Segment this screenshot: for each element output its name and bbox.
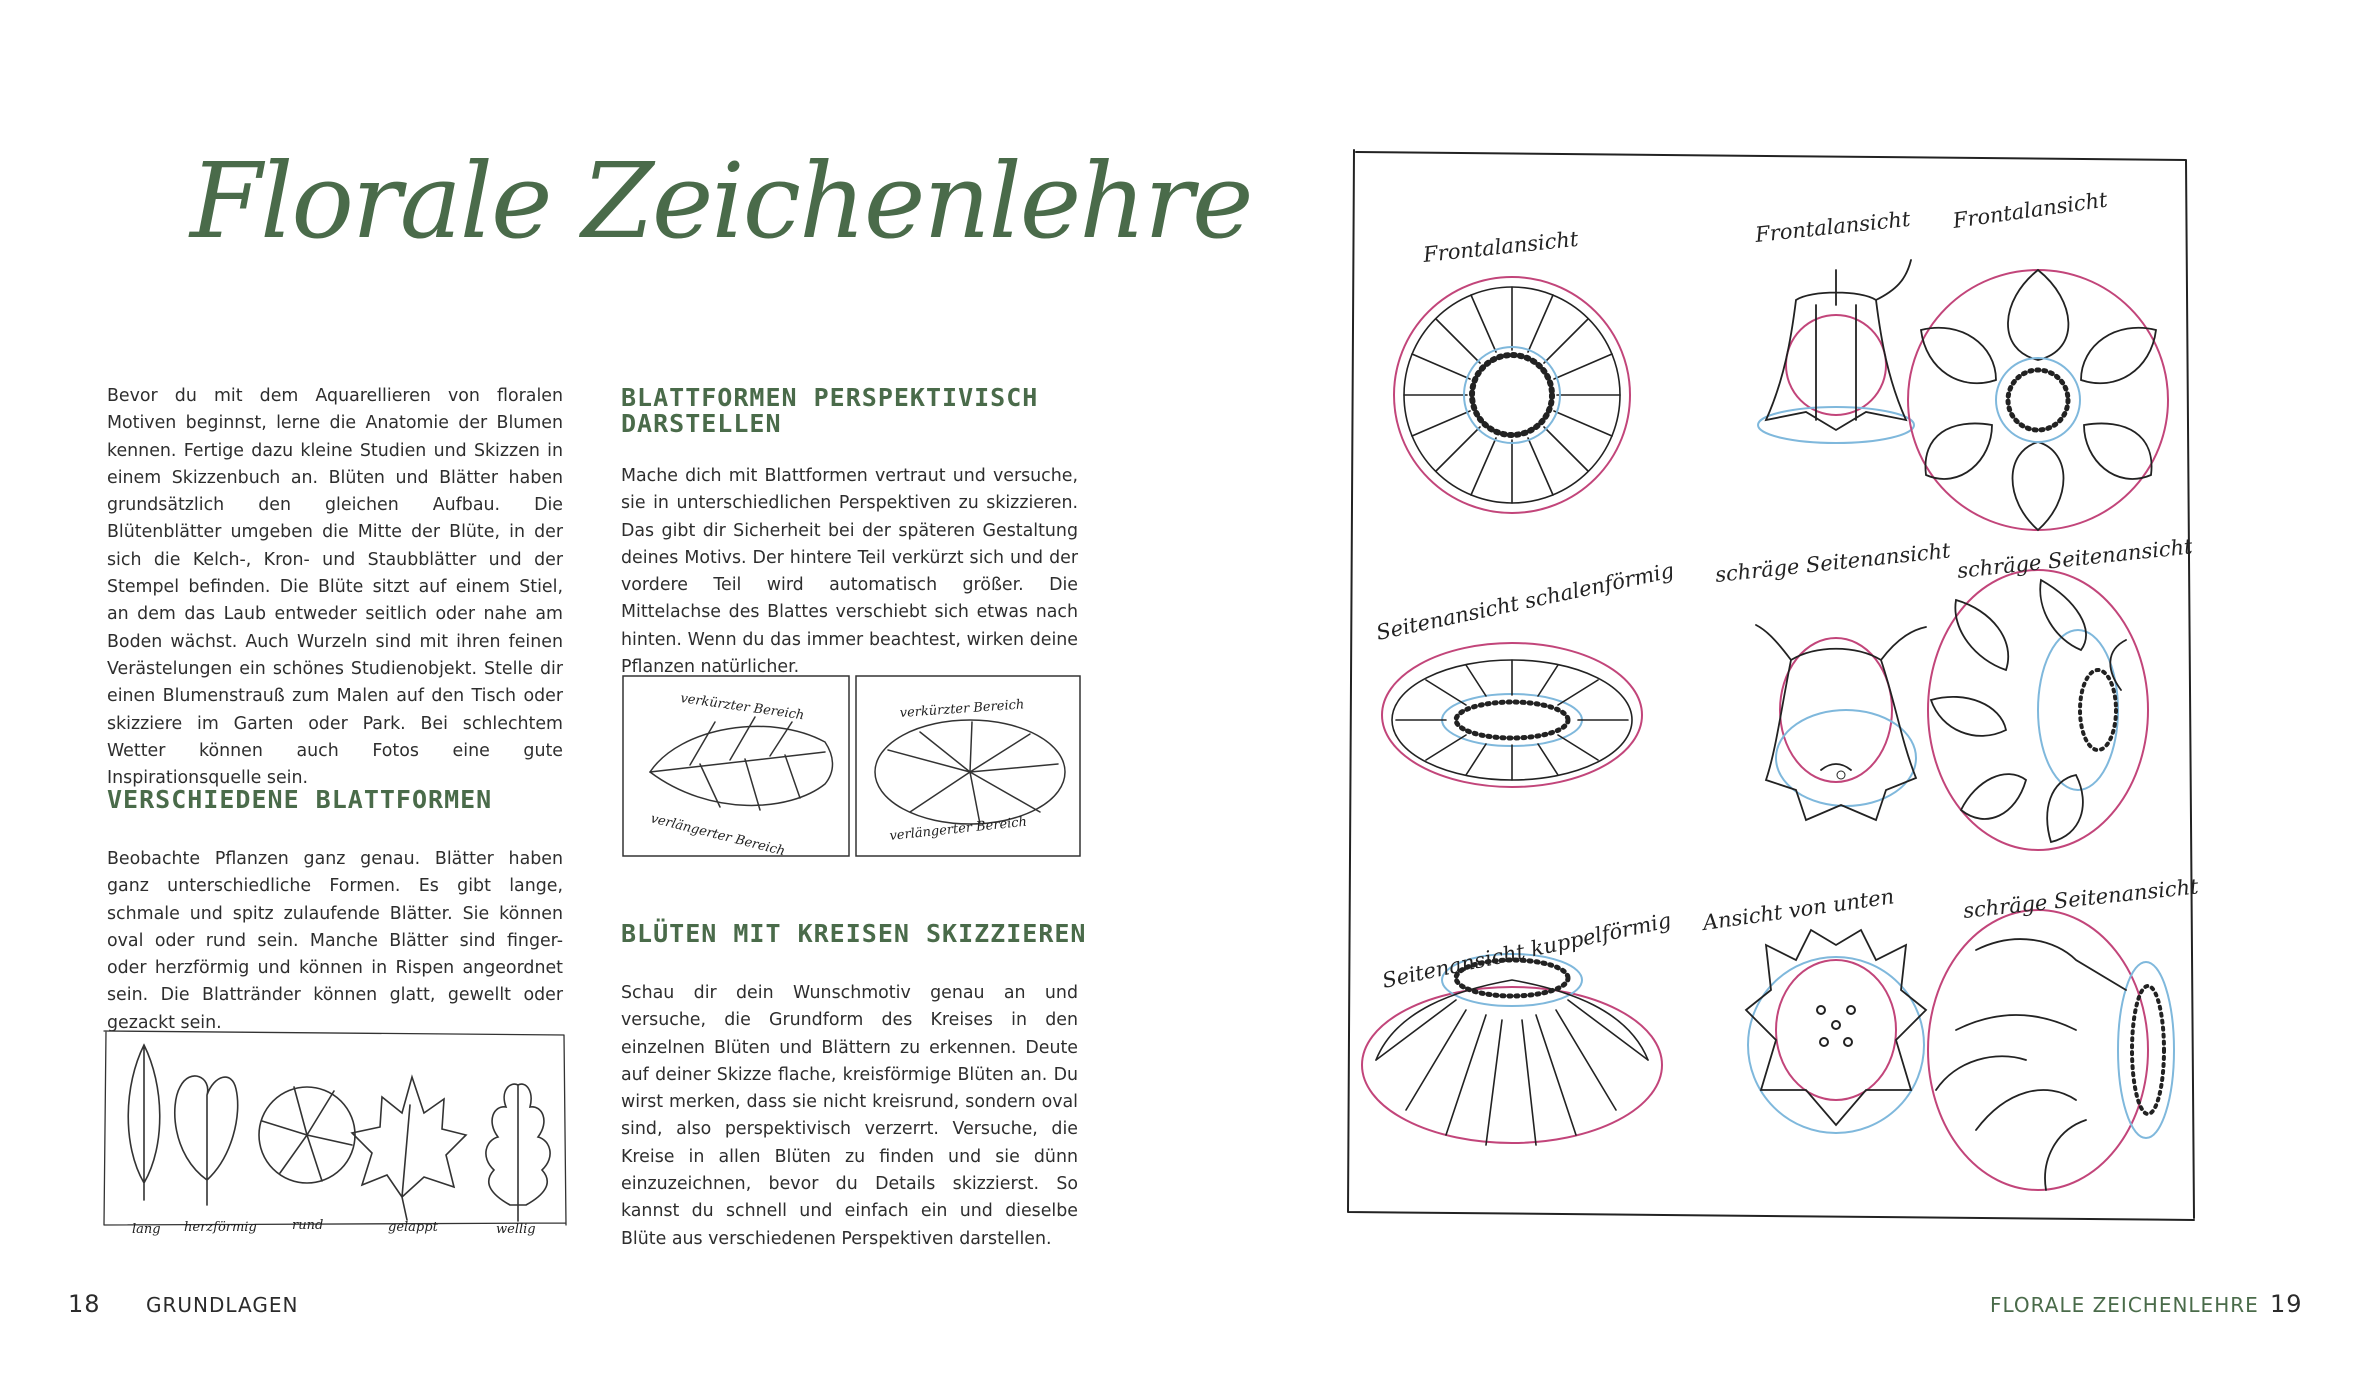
right-running-head: FLORALE ZEICHENLEHRE	[1990, 1293, 2259, 1317]
label-r3c3: schräge Seitenansicht	[1962, 874, 2200, 923]
leaf-label-lang: lang	[132, 1222, 161, 1237]
perspective-leaf-sketch	[620, 672, 1082, 862]
leaf-label-gelappt: gelappt	[388, 1220, 438, 1235]
label-r3c2: Ansicht von unten	[1701, 884, 1896, 935]
label-r2c2: schräge Seitenansicht	[1714, 538, 1952, 587]
sketch-a-bottom-label: verlängerter Bereich	[649, 811, 787, 860]
leaf-wellig-icon	[486, 1084, 550, 1221]
leaf-shapes-sketch	[102, 1025, 568, 1240]
sketch-b-top-label: verkürzter Bereich	[899, 697, 1025, 721]
sketch-a-top-label: verkürzter Bereich	[679, 691, 806, 724]
heading-line-1: BLATTFORMEN PERSPEKTIVISCH	[621, 383, 1039, 412]
label-r1c1: Frontalansicht	[1422, 226, 1580, 267]
leaf-label-rund: rund	[292, 1218, 324, 1233]
label-r3c1: Seitenansicht kuppelförmig	[1380, 908, 1674, 993]
label-r2c3: schräge Seitenansicht	[1956, 534, 2194, 583]
leaf-herz-icon	[175, 1076, 238, 1205]
intro-text	[107, 383, 563, 792]
flower-front-dahlia	[1908, 270, 2168, 530]
heading-line-2: DARSTELLEN	[621, 409, 782, 438]
section2-text	[621, 463, 1078, 681]
leaf-label-wellig: wellig	[496, 1222, 536, 1237]
left-page-number: 18	[68, 1290, 101, 1318]
flower-oblique-bell	[1756, 625, 1926, 820]
flower-side-bowl	[1382, 643, 1642, 787]
section1-text	[107, 846, 563, 1037]
flower-sketch-grid	[1336, 130, 2216, 1240]
section3-text	[621, 980, 1078, 1253]
section-heading-kreise: BLÜTEN MIT KREISEN SKIZZIEREN	[621, 919, 1087, 948]
label-r1c3: Frontalansicht	[1951, 187, 2109, 233]
label-r1c2: Frontalansicht	[1754, 206, 1912, 247]
sketch-b-bottom-label: verlängerter Bereich	[888, 814, 1028, 844]
leaf-gelappt-icon	[352, 1077, 466, 1220]
flower-oblique-dahlia	[1928, 570, 2148, 850]
leaf-label-herz: herzförmig	[184, 1220, 257, 1235]
right-page-number: 19	[2270, 1290, 2303, 1318]
section3-paragraph: Schau dir dein Wunschmotiv genau an und versuche, die Grundform des Kreises in den einzelnen Blüten und Blättern zu erkennen. Deute auf deiner Skizze flache, kreisförmige Blüten an. Du wirst merken, dass sie nicht kreisrund, sondern oval sind, also perspektivisch verzerrt. Versuche, die Kreise in allen Blüten zu finden und sie dünn einzuzeichnen, bevor du Details skizzierst. So kannst du schnell und einfach ein und dieselbe Blüte aus verschiedenen Perspektiven darstellen.	[621, 983, 1078, 1249]
section1-paragraph: Beobachte Pflanzen ganz genau. Blätter haben ganz unterschiedliche Formen. Es gibt lange, schmale und spitz zulaufende Blätter. Sie können oval oder rund sein. Manche Blätter sind finger- oder herzförmig und können in Rispen angeordnet sein. Die Blattränder können glatt, gewellt oder gezackt sein.	[107, 849, 563, 1033]
left-running-head: GRUNDLAGEN	[146, 1293, 299, 1317]
label-r2c1: Seitenansicht schalenförmig	[1374, 558, 1677, 645]
section2-paragraph: Mache dich mit Blattformen vertraut und versuche, sie in unterschiedlichen Perspektiven zu skizzieren. Das gibt dir Sicherheit bei der späteren Gestaltung deines Motivs. Der hintere Teil verkürzt sich und der vordere Teil wird automatisch größer. Die Mittelachse des Blattes verschiebt sich etwas nach hinten. Wenn du das immer beachtest, wirken deine Pflanzen natürlicher.	[621, 466, 1078, 678]
intro-paragraph: Bevor du mit dem Aquarellieren von floralen Motiven beginnst, lerne die Anatomie der Blumen kennen. Fertige dazu kleine Studien und Skizzen in einem Skizzenbuch an. Blüten und Blätter haben grundsätzlich den gleichen Aufbau. Die Blütenblätter umgeben die Mitte der Blüte, in der sich die Kelch-, Kron- und Staubblätter und der Stempel befinden. Die Blüte sitzt auf einem Stiel, an dem das Laub entweder seitlich oder nahe am Boden wächst. Auch Wurzeln sind mit ihren feinen Verästelungen ein schönes Studienobjekt. Stelle dir einen Blumenstrauß zum Malen auf den Tisch oder skizziere im Garten oder Park. Bei schlechtem Wetter können auch Fotos eine gute Inspirationsquelle sein.	[107, 386, 563, 789]
flower-bottom-view	[1746, 930, 1926, 1133]
flower-oblique-dahlia-2	[1928, 910, 2174, 1190]
section-heading-perspektivisch	[621, 385, 1091, 437]
flower-front-bell	[1758, 260, 1914, 443]
section-heading-blattformen: VERSCHIEDENE BLATTFORMEN	[107, 785, 493, 814]
leaf-lang-icon	[128, 1045, 160, 1200]
page-title: Florale Zeichenlehre	[190, 140, 1252, 262]
flower-front-daisy	[1394, 277, 1630, 513]
